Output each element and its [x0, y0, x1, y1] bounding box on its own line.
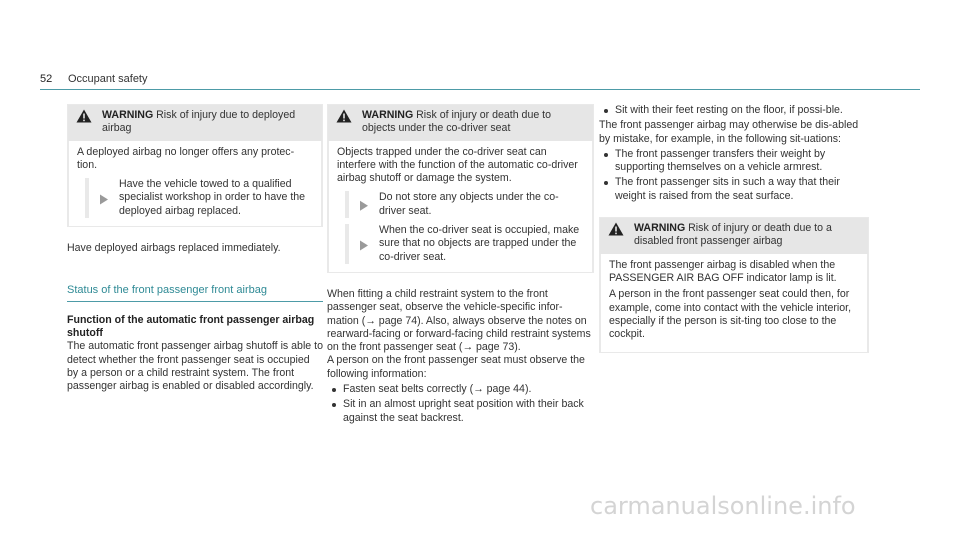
- list-item: Fasten seat belts correctly (→ page 44).: [327, 383, 594, 396]
- instruction-step: [85, 178, 313, 218]
- page-header: [40, 70, 920, 90]
- warning-triangle-icon: [608, 222, 624, 236]
- person-paragraph: A person on the front passenger seat must observe the following information:: [327, 354, 585, 380]
- warning-box-deployed-airbag: [67, 104, 323, 227]
- warning-title-text: Risk of injury or death due to a disabled front passenger airbag: [634, 222, 832, 248]
- column-3: [599, 104, 869, 353]
- list-item: The front passenger sits in such a way that their weight is raised from the seat surface.: [599, 176, 869, 203]
- warning-title: [102, 109, 314, 136]
- warning-word: WARNING: [634, 222, 686, 235]
- warning-header: [600, 218, 868, 254]
- warning-body: [68, 141, 322, 226]
- list-item: The front passenger transfers their weight by supporting themselves on a vehicle armrest.: [599, 148, 869, 175]
- warning-header: [328, 105, 593, 141]
- warning-body: [328, 141, 593, 272]
- warning-header: [68, 105, 322, 141]
- subheading: Status of the front passenger front airbag: [67, 284, 323, 301]
- after-warning-text: Have deployed airbags replaced immediately.: [67, 242, 281, 255]
- function-paragraph: The automatic front passenger airbag shutoff is able to detect whether the front passenger seat is occupied by a person or a child restraint system. The front passenger airbag is enabled or disabled accordingly.: [67, 340, 323, 393]
- warning-box-disabled-airbag: [599, 217, 869, 353]
- list-item: Sit in an almost upright seat position with their back against the seat backrest.: [327, 398, 594, 425]
- section-title: Occupant safety: [68, 73, 148, 85]
- warning-title: [634, 222, 860, 249]
- bold-heading: Function of the automatic front passenger airbag shutoff: [67, 313, 315, 339]
- bullet-list: [327, 383, 594, 425]
- instruction-step: [345, 224, 584, 264]
- column-2: [327, 104, 594, 427]
- warning-body-text: A person in the front passenger seat could then, for example, come into contact with the vehicle interior, especially if the person is sit-ting too close to the cockpit.: [609, 288, 852, 341]
- child-restraint-paragraph: When fitting a child restraint system to the front passenger seat, observe the vehicle-specific infor-mation (→ page 74). Also, always observe the notes on rearward-facing or forward-facing child restraint systems on the front passenger seat (→ page 73).: [327, 287, 591, 354]
- warning-triangle-icon: [336, 109, 352, 123]
- warning-title-text: Risk of injury or death due to objects under the co-driver seat: [362, 109, 552, 135]
- page-number: 52: [40, 73, 53, 85]
- warning-box-objects: [327, 104, 594, 273]
- play-arrow-icon: [359, 227, 369, 264]
- play-arrow-icon: [359, 194, 369, 218]
- warning-word: WARNING: [102, 109, 154, 121]
- bullet-list-top: [599, 104, 869, 117]
- watermark: carmanualsonline.info: [590, 492, 856, 520]
- instruction-text: When the co-driver seat is occupied, make sure that no objects are trapped under the co-driver seat.: [379, 224, 580, 263]
- instruction-bar: [345, 224, 349, 264]
- warning-body-text: The front passenger airbag is disabled when the PASSENGER AIR BAG OFF indicator lamp is lit.: [609, 258, 837, 284]
- instruction-text: Have the vehicle towed to a qualified specialist workshop in order to have the deployed airbag replaced.: [119, 178, 306, 217]
- disabled-paragraph: The front passenger airbag may otherwise be dis-abled by mistake, for example, in the following sit-uations:: [599, 119, 859, 145]
- warning-triangle-icon: [76, 109, 92, 123]
- warning-title: [362, 109, 585, 136]
- instruction-bar: [85, 178, 89, 218]
- instruction-step: [345, 191, 584, 218]
- instruction-text: Do not store any objects under the co-driver seat.: [379, 191, 559, 217]
- warning-body-text: A deployed airbag no longer offers any protec-tion.: [77, 145, 295, 171]
- bullet-list: [599, 148, 869, 203]
- warning-title-text: Risk of injury due to deployed airbag: [102, 109, 296, 135]
- column-1: [67, 104, 323, 393]
- list-item: Sit with their feet resting on the floor, if possi-ble.: [599, 104, 869, 117]
- warning-body-text: Objects trapped under the co-driver seat can interfere with the function of the automatic co-driver airbag shutoff or damage the system.: [337, 145, 578, 185]
- warning-body: [600, 254, 868, 353]
- instruction-bar: [345, 191, 349, 218]
- warning-word: WARNING: [362, 109, 414, 121]
- play-arrow-icon: [99, 181, 109, 218]
